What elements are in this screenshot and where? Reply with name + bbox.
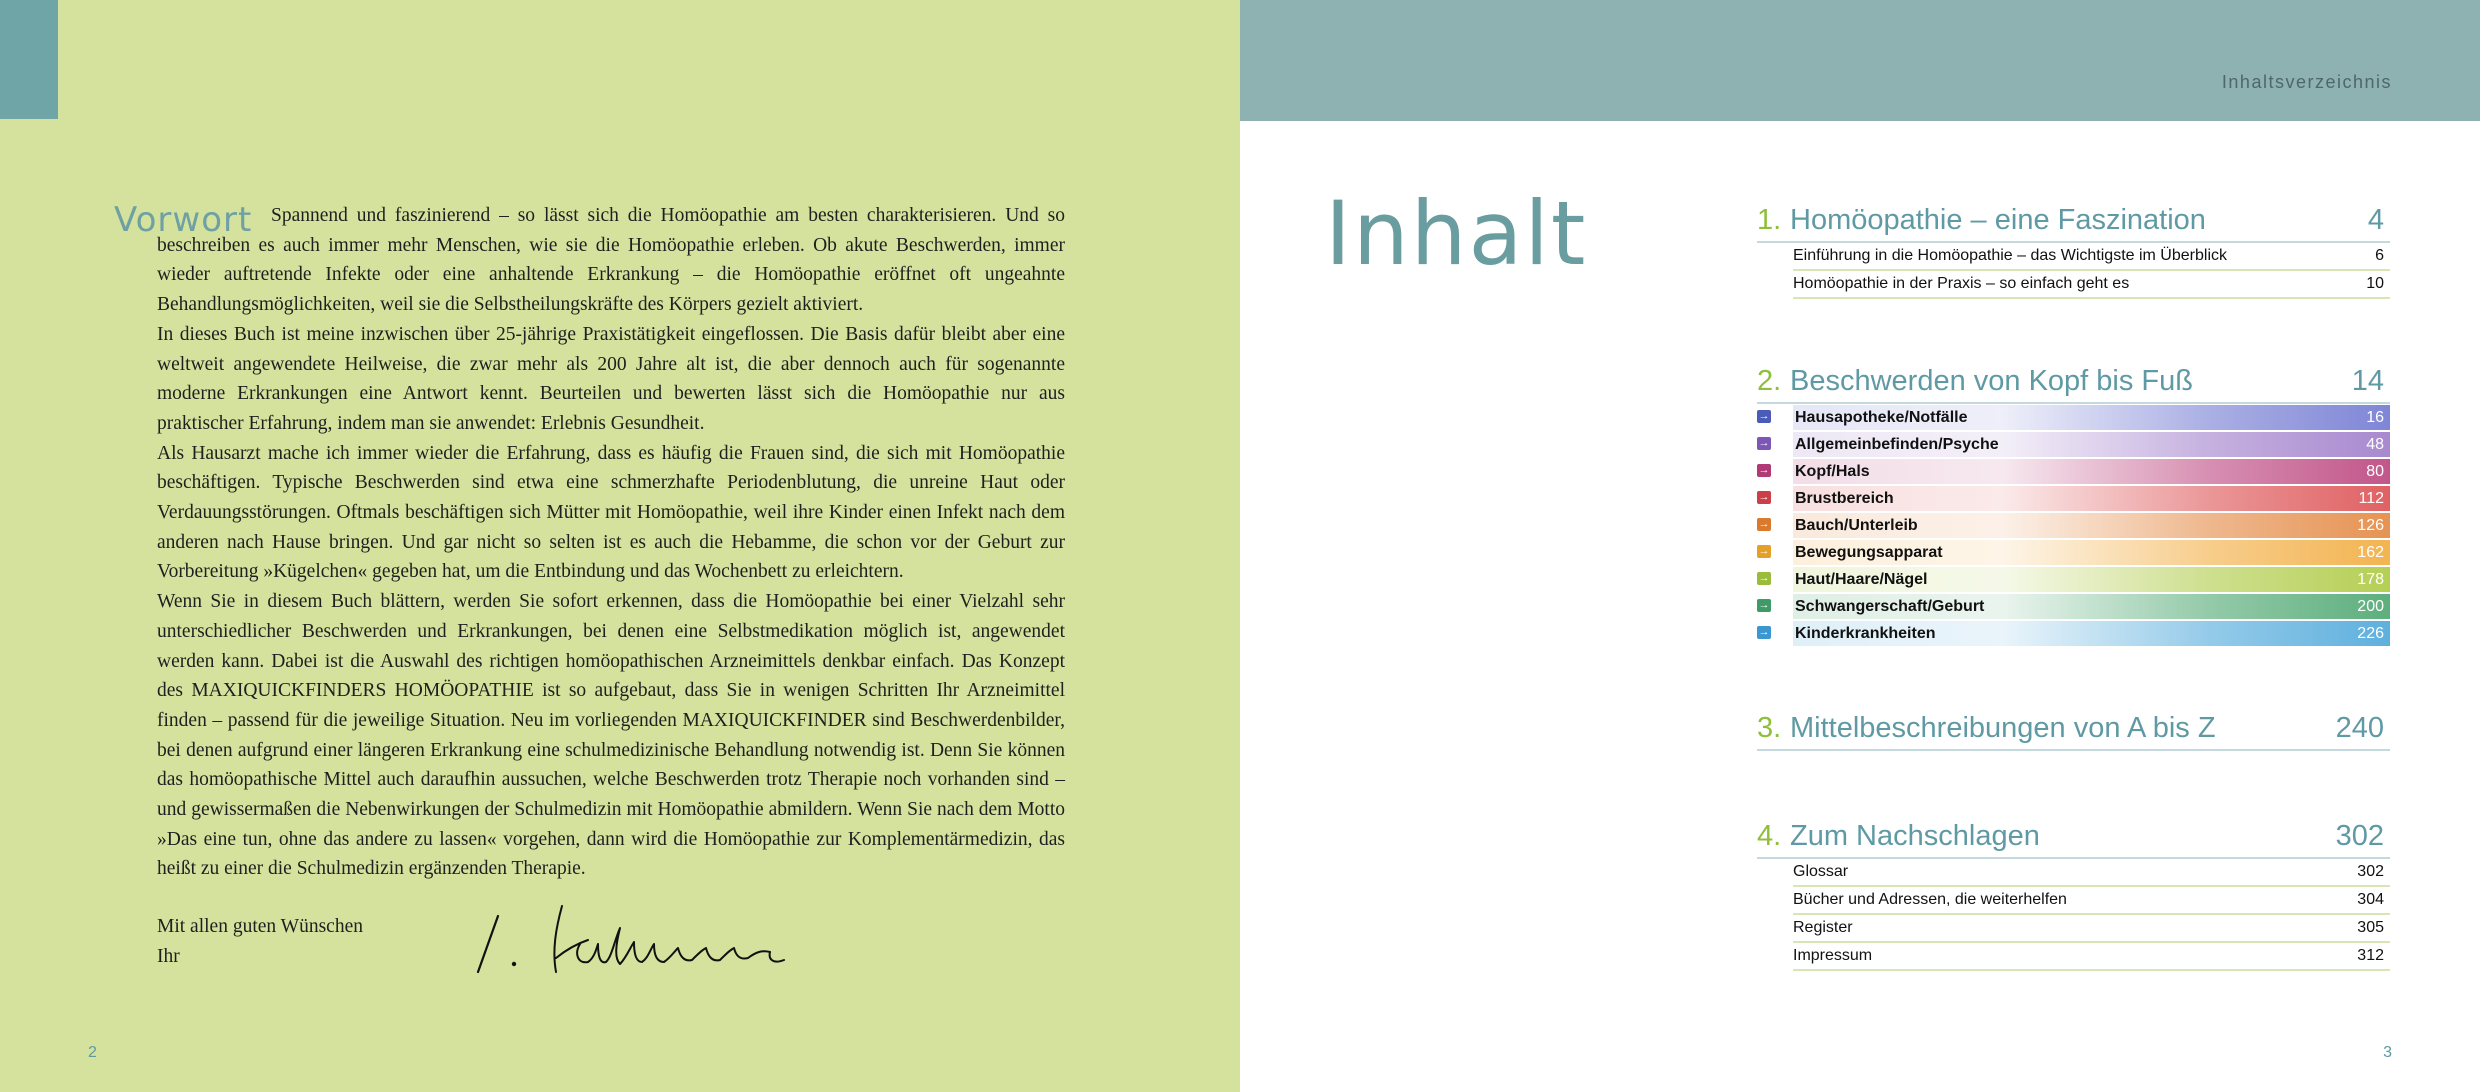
- foreword-paragraph-2: In dieses Buch ist meine inzwischen über 25-jährige Praxistätigkeit eingeflossen. Die Basis dafür bleibt aber eine weltweit angewendete Heilweise, die zwar mehr als 200 Jahre alt ist, die aber dennoch auch für sogenannte moderne Erkrankungen eine Antwort kennt. Beurteilen und bewerten lässt sich die Homöopathie nur aus praktischer Erfahrung, indem man sie anwendet: Erlebnis Gesundheit.: [157, 323, 1065, 434]
- foreword-paragraph-3: Als Hausarzt mache ich immer wieder die Erfahrung, dass es häufig die Frauen sind, die sich mit Homöopathie beschäftigen. Typische Beschwerden sind etwa eine schmerzhafte Periodenblutung, die unreine Haut oder Verdauungsstörungen. Oftmals beschäftigen sich Mütter mit Homöopathie, weil ihre Kinder einen Infekt nach dem anderen nach Hause bringen. Und gar nicht so selten ist es auch die Hebamme, die schon vor der Geburt zur Vorbereitung »Kügelchen« gegeben hat, um die Entbindung und das Wochenbett zu erleichtern.: [157, 442, 1065, 583]
- section-page: 4: [2367, 204, 2384, 236]
- chapter-band-label: Haut/Haare/Nägel: [1795, 570, 1928, 588]
- entry-page: 312: [2357, 947, 2384, 964]
- chapter-band-page: 226: [2357, 624, 2384, 642]
- handwritten-signature: [470, 898, 830, 978]
- toc-section-3: [1757, 705, 2390, 751]
- chapter-band-label: Brustbereich: [1795, 489, 1894, 507]
- header-band: [1240, 0, 2480, 121]
- entry-page: 304: [2357, 891, 2384, 908]
- toc-entry[interactable]: [1793, 915, 2390, 943]
- section-title: Beschwerden von Kopf bis Fuß: [1790, 365, 2193, 397]
- right-page: [1240, 0, 2480, 1092]
- chapter-band-label: Schwangerschaft/Geburt: [1795, 597, 1985, 615]
- chapter-band-label: Bewegungsapparat: [1795, 543, 1943, 561]
- chapter-band-bar: [1793, 405, 2390, 430]
- entry-label: Impressum: [1793, 947, 1873, 964]
- section-number: 1.: [1757, 204, 1782, 236]
- chapter-band[interactable]: [1757, 594, 2390, 619]
- chapter-band-bar: [1793, 459, 2390, 484]
- foreword-paragraph-1: Spannend und faszinierend – so lässt sich die Homöopathie am besten charakterisieren. Und so beschreiben es auch immer mehr Menschen, wie sie die Homöopathie erleben. Ob akute Beschwerden, immer wieder auftretende Infekte oder eine anhaltende Erkrankung – die Homöopathie eröffnet oft ungeahnte Behandlungsmöglichkeiten, weil sie die Selbstheilungskräfte des Körpers gezielt aktiviert.: [157, 205, 1065, 316]
- arrow-right-icon: →: [1758, 626, 1770, 638]
- foreword-body: [157, 201, 1065, 884]
- entry-label: Homöopathie in der Praxis – so einfach geht es: [1793, 275, 2130, 292]
- chapter-band-label: Kopf/Hals: [1795, 462, 1870, 480]
- toc-entry[interactable]: [1793, 859, 2390, 887]
- arrow-right-icon: →: [1758, 572, 1770, 584]
- foreword-paragraph-4: Wenn Sie in diesem Buch blättern, werden Sie sofort erkennen, dass die Homöopathie bei einer Vielzahl sehr unterschiedlicher Beschwerden und Erkrankungen, bei denen eine Selbstmedikation möglich ist, angewendet werden kann. Dabei ist die Auswahl des richtigen homöopathischen Arzneimittels denkbar einfach. Das Konzept des MAXIQUICKFINDERS HOMÖOPATHIE ist so aufgebaut, dass Sie in wenigen Schritten Ihr Arzneimittel finden – passend für die jeweilige Situation. Neu im vorliegenden MAXIQUICKFINDER sind Beschwerdenbilder, bei denen aufgrund einer längeren Erkrankung eine schulmedizinische Behandlung notwendig ist. Denn Sie können das homöopathische Mittel auch daraufhin aussuchen, welche Beschwerden trotz Therapie noch vorhanden sind – und gewissermaßen die Nebenwirkungen der Schulmedizin mit Homöopathie abmildern. Wenn Sie nach dem Motto »Das eine tun, ohne das andere zu lassen« vorgehen, dann wird die Homöopathie zur Komplementärmedizin, das heißt zu einer die Schulmedizin ergänzenden Therapie.: [157, 591, 1065, 880]
- chapter-band-list: [1757, 405, 2390, 646]
- entry-label: Bücher und Adressen, die weiterhelfen: [1793, 891, 2067, 908]
- arrow-right-icon: →: [1758, 545, 1770, 557]
- chapter-band-bar: [1793, 621, 2390, 646]
- section-title: Mittelbeschreibungen von A bis Z: [1790, 712, 2216, 744]
- section-title: Zum Nachschlagen: [1790, 820, 2040, 852]
- toc-entry[interactable]: [1793, 243, 2390, 271]
- chapter-band[interactable]: [1757, 432, 2390, 457]
- toc-entry[interactable]: [1793, 943, 2390, 971]
- chapter-band-label: Hausapotheke/Notfälle: [1795, 408, 1968, 426]
- entry-label: Einführung in die Homöopathie – das Wichtigste im Überblick: [1793, 247, 2227, 264]
- chapter-band-bar: [1793, 432, 2390, 457]
- page-number-left: 2: [88, 1044, 97, 1061]
- chapter-band-bar: [1793, 567, 2390, 592]
- closing: [157, 912, 363, 971]
- chapter-band-bar: [1793, 594, 2390, 619]
- closing-ihr: Ihr: [157, 945, 180, 967]
- toc-section-heading[interactable]: [1757, 358, 2390, 404]
- toc-section-2: [1757, 358, 2390, 648]
- chapter-band[interactable]: [1757, 459, 2390, 484]
- chapter-band-label: Allgemeinbefinden/Psyche: [1795, 435, 1999, 453]
- chapter-band[interactable]: [1757, 621, 2390, 646]
- header-title: Inhaltsverzeichnis: [2221, 72, 2392, 92]
- chapter-band-bar: [1793, 486, 2390, 511]
- arrow-right-icon: →: [1758, 437, 1770, 449]
- section-title: Homöopathie – eine Faszination: [1790, 204, 2206, 236]
- chapter-band-page: 16: [2366, 408, 2384, 426]
- chapter-band-page: 48: [2366, 435, 2384, 453]
- chapter-band-page: 126: [2357, 516, 2384, 534]
- chapter-band-page: 178: [2357, 570, 2384, 588]
- chapter-band-page: 200: [2357, 597, 2384, 615]
- entry-label: Register: [1793, 919, 1853, 936]
- section-page: 302: [2335, 820, 2384, 852]
- arrow-right-icon: →: [1758, 491, 1770, 503]
- entry-page: 305: [2357, 919, 2384, 936]
- toc-section-heading[interactable]: [1757, 705, 2390, 751]
- arrow-right-icon: →: [1758, 410, 1770, 422]
- toc-entry[interactable]: [1793, 271, 2390, 299]
- corner-tab: [0, 0, 58, 119]
- page-number-right: 3: [2383, 1044, 2392, 1061]
- chapter-band-page: 162: [2357, 543, 2384, 561]
- chapter-band[interactable]: [1757, 567, 2390, 592]
- chapter-band-label: Kinderkrankheiten: [1795, 624, 1936, 642]
- chapter-band-page: 80: [2366, 462, 2384, 480]
- entry-page: 6: [2375, 247, 2384, 264]
- section-page: 240: [2335, 712, 2384, 744]
- chapter-band[interactable]: [1757, 513, 2390, 538]
- toc-section-1: [1757, 197, 2390, 299]
- arrow-right-icon: →: [1758, 518, 1770, 530]
- entry-page: 10: [2366, 275, 2384, 292]
- arrow-right-icon: →: [1758, 599, 1770, 611]
- toc-section-heading[interactable]: [1757, 813, 2390, 859]
- toc-title: Inhalt: [1325, 182, 1588, 285]
- chapter-band-label: Bauch/Unterleib: [1795, 516, 1918, 534]
- section-page: 14: [2351, 365, 2384, 397]
- section-number: 2.: [1757, 365, 1782, 397]
- toc-section-heading[interactable]: [1757, 197, 2390, 243]
- chapter-band[interactable]: [1757, 540, 2390, 565]
- entry-page: 302: [2357, 863, 2384, 880]
- arrow-right-icon: →: [1758, 464, 1770, 476]
- chapter-band[interactable]: [1757, 486, 2390, 511]
- closing-greeting: Mit allen guten Wünschen: [157, 916, 363, 937]
- section-number: 3.: [1757, 712, 1782, 744]
- chapter-band-page: 112: [2358, 489, 2384, 507]
- toc-section-4: [1757, 813, 2390, 971]
- chapter-band-bar: [1793, 540, 2390, 565]
- section-number: 4.: [1757, 820, 1782, 852]
- entry-label: Glossar: [1793, 863, 1849, 880]
- foreword-heading: Vorwort: [114, 200, 253, 240]
- toc-entry[interactable]: [1793, 887, 2390, 915]
- chapter-band[interactable]: [1757, 405, 2390, 430]
- chapter-band-bar: [1793, 513, 2390, 538]
